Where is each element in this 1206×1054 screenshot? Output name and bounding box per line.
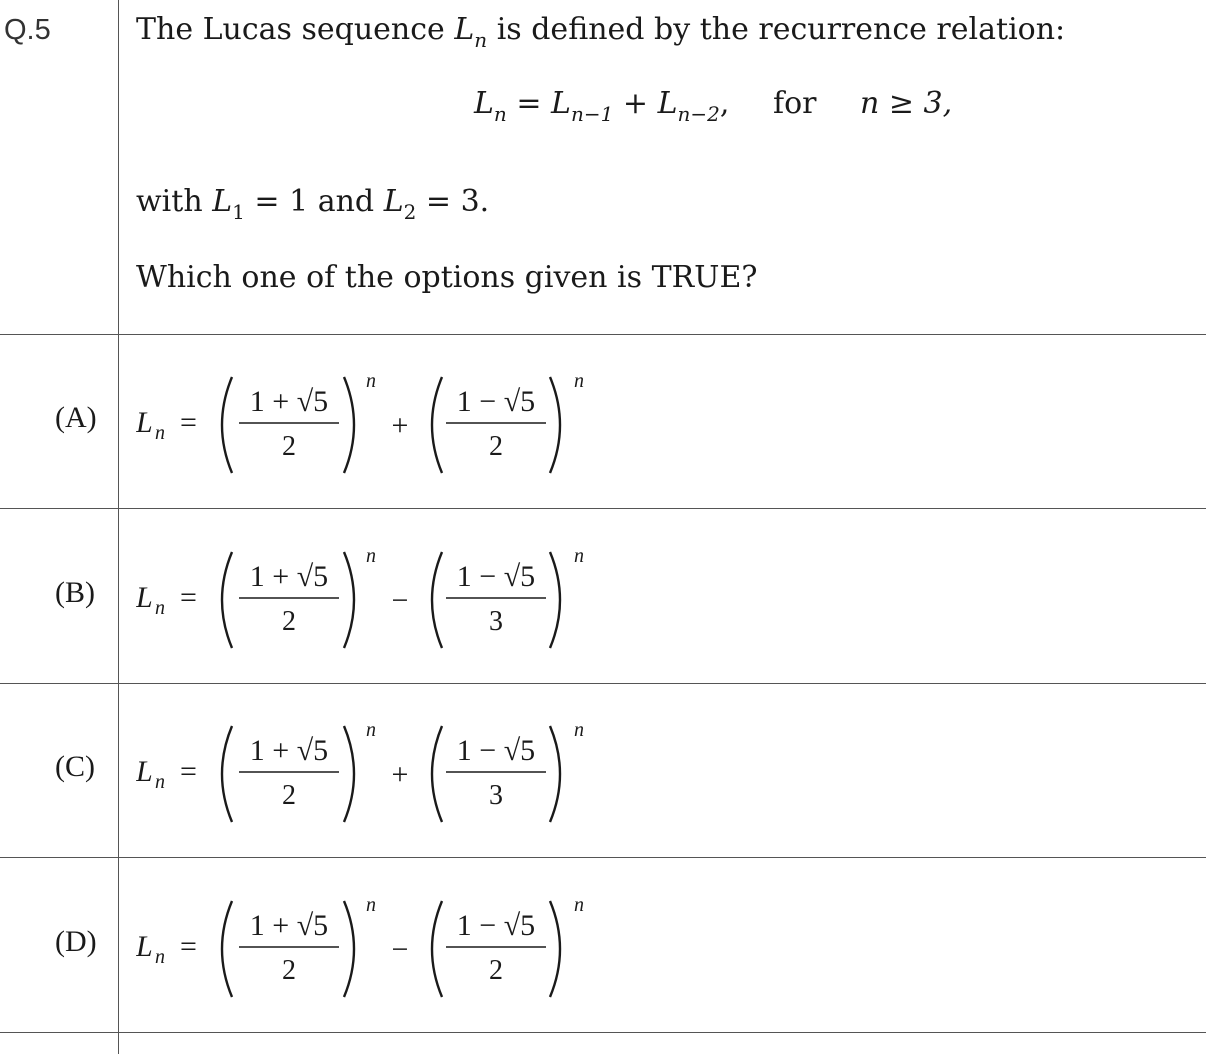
operator: − (391, 584, 409, 617)
term1-denominator: 2 (282, 780, 296, 811)
initial-conditions: with $L_1 = 1$ and $L_2 = 3$. (136, 184, 490, 224)
lhs-subscript: n (155, 771, 165, 793)
question-prompt: Which one of the options given is TRUE? (136, 260, 758, 295)
term2-exponent: n (574, 545, 584, 567)
lhs-subscript: n (155, 422, 165, 444)
right-paren (344, 726, 354, 822)
row-divider-b (0, 683, 1206, 684)
option-a-label[interactable]: (A) (55, 401, 97, 434)
row-divider-c (0, 857, 1206, 858)
term1-denominator: 2 (282, 606, 296, 637)
term2-denominator: 2 (489, 431, 503, 462)
right-paren (550, 552, 560, 648)
option-a-formula[interactable] (136, 355, 656, 495)
term2-numerator: 1 − √5 (456, 560, 536, 593)
left-paren (222, 552, 232, 648)
option-d-formula[interactable] (136, 879, 656, 1019)
lhs-symbol: L (136, 755, 153, 788)
operator: + (391, 409, 409, 442)
lhs-symbol: L (136, 930, 153, 963)
operator: + (391, 758, 409, 791)
term2-numerator: 1 − √5 (456, 909, 536, 942)
option-c-formula[interactable] (136, 704, 656, 844)
term2-numerator: 1 − √5 (456, 385, 536, 418)
term1-exponent: n (366, 894, 376, 916)
right-paren (550, 901, 560, 997)
column-divider (118, 0, 119, 1054)
term2-exponent: n (574, 894, 584, 916)
left-paren (432, 552, 442, 648)
option-c-label[interactable]: (C) (55, 750, 95, 783)
left-paren (222, 901, 232, 997)
equals-sign: = (180, 755, 197, 788)
term1-denominator: 2 (282, 431, 296, 462)
term2-exponent: n (574, 370, 584, 392)
operator: − (391, 933, 409, 966)
row-divider-question (0, 334, 1206, 335)
recurrence-relation: $L_n = L_{n-1} + L_{n-2}$, for n ≥ 3, (474, 86, 953, 126)
left-paren (222, 377, 232, 473)
left-paren (432, 726, 442, 822)
row-divider-a (0, 508, 1206, 509)
right-paren (550, 726, 560, 822)
question-intro: The Lucas sequence $L_n$ is defined by the recurrence relation: (136, 12, 1066, 52)
term2-denominator: 3 (489, 606, 503, 637)
option-d-label[interactable]: (D) (55, 925, 97, 958)
option-b-label[interactable]: (B) (55, 576, 95, 609)
term1-numerator: 1 + √5 (249, 734, 329, 767)
term1-denominator: 2 (282, 955, 296, 986)
lhs-subscript: n (155, 946, 165, 968)
lhs-symbol: L (136, 581, 153, 614)
question-number: Q.5 (4, 14, 51, 46)
right-paren (344, 377, 354, 473)
term2-denominator: 3 (489, 780, 503, 811)
term1-numerator: 1 + √5 (249, 909, 329, 942)
equals-sign: = (180, 406, 197, 439)
term1-exponent: n (366, 545, 376, 567)
term2-denominator: 2 (489, 955, 503, 986)
term2-numerator: 1 − √5 (456, 734, 536, 767)
equals-sign: = (180, 581, 197, 614)
lhs-subscript: n (155, 597, 165, 619)
lhs-symbol: L (136, 406, 153, 439)
left-paren (222, 726, 232, 822)
equals-sign: = (180, 930, 197, 963)
term1-exponent: n (366, 719, 376, 741)
term1-exponent: n (366, 370, 376, 392)
right-paren (344, 901, 354, 997)
left-paren (432, 377, 442, 473)
option-b-formula[interactable] (136, 530, 656, 670)
term2-exponent: n (574, 719, 584, 741)
right-paren (550, 377, 560, 473)
term1-numerator: 1 + √5 (249, 385, 329, 418)
right-paren (344, 552, 354, 648)
left-paren (432, 901, 442, 997)
term1-numerator: 1 + √5 (249, 560, 329, 593)
row-divider-d (0, 1032, 1206, 1033)
